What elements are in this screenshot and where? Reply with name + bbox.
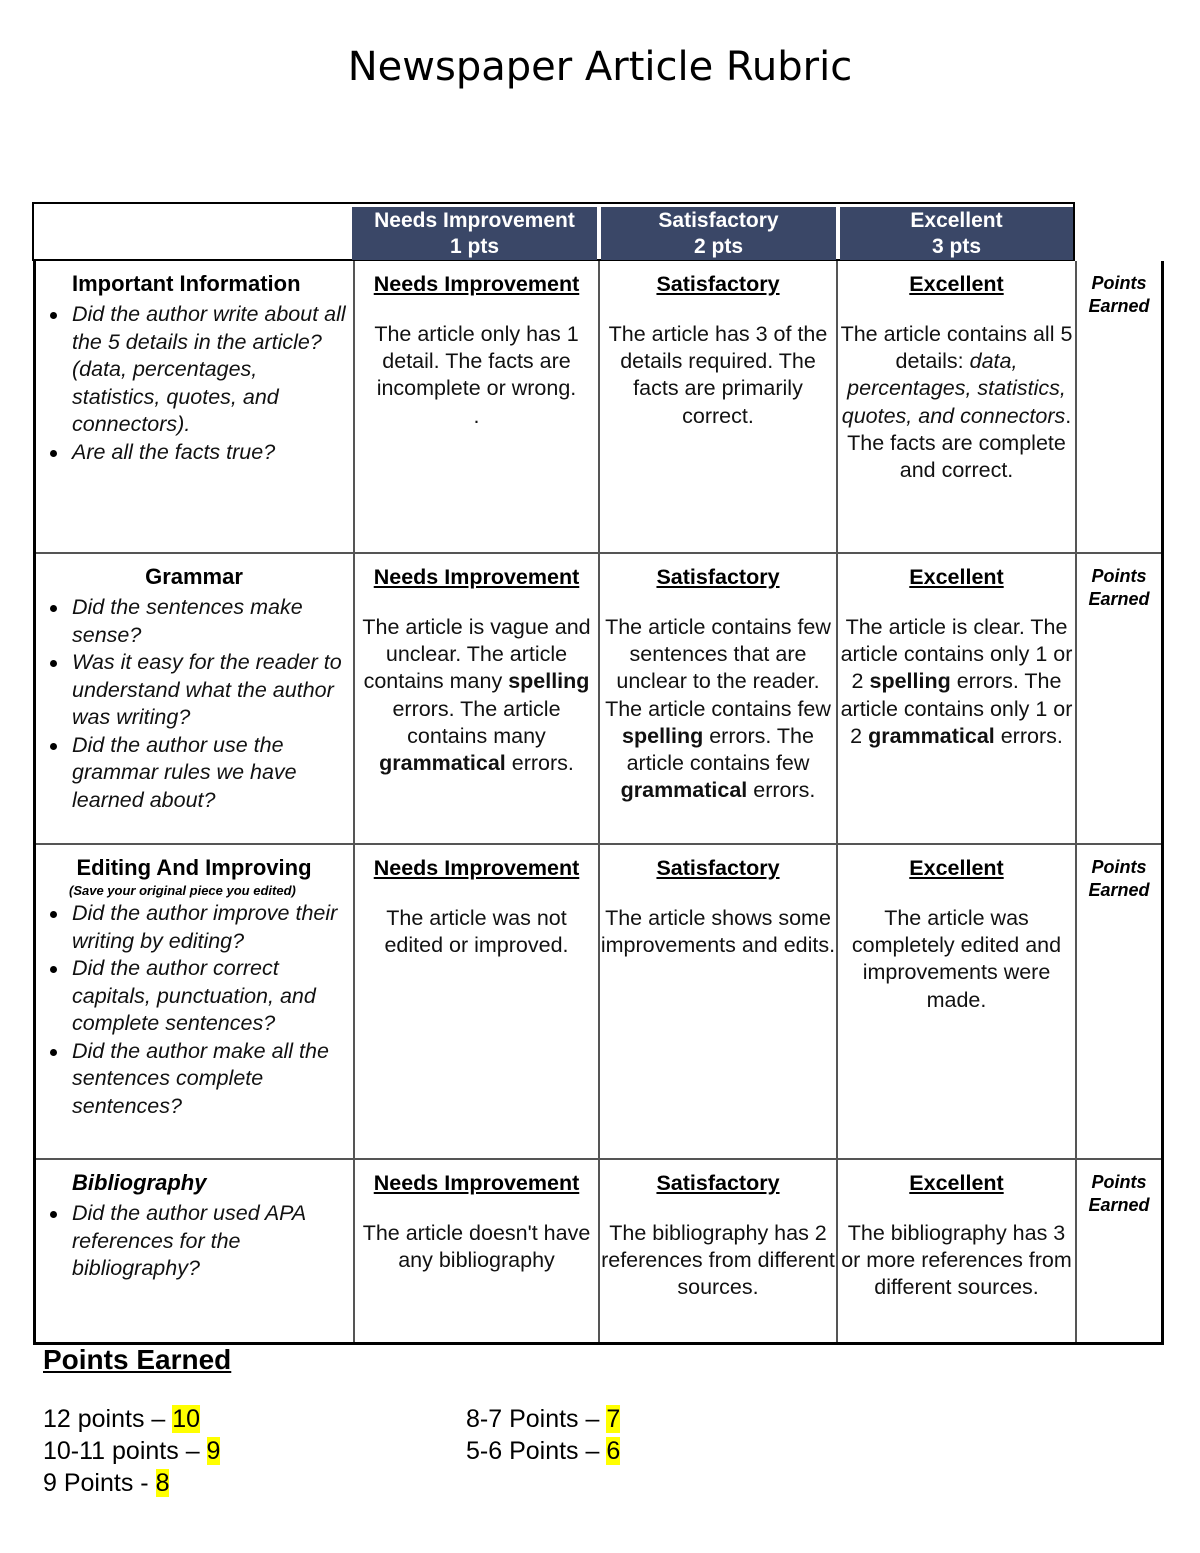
criterion-cell (36, 1160, 353, 1342)
level-heading: Satisfactory (656, 856, 780, 880)
header-label: Needs Improvement (374, 209, 575, 232)
grade-value: 7 (606, 1405, 621, 1433)
level-cell-satisfactory (600, 1160, 836, 1342)
criterion-questions (39, 301, 349, 466)
rubric-table (33, 261, 1164, 1345)
level-cell-satisfactory (600, 554, 836, 843)
level-description: The article contains all 5 details: data, percentages, statistics, quotes, and connectors. The facts are complete and correct. (840, 322, 1073, 483)
criterion-note: (Save your original piece you edited) (69, 883, 296, 898)
question-item: Did the author improve their writing by editing? (72, 900, 349, 955)
header-points: 1 pts (449, 235, 499, 258)
level-heading: Needs Improvement (373, 272, 580, 296)
question-item: Did the author make all the sentences complete sentences? (72, 1038, 349, 1121)
grade-scale-item: 9 Points - 8 (43, 1469, 170, 1497)
level-heading: Needs Improvement (373, 565, 580, 589)
question-item: Did the author used APA references for the bibliography? (72, 1200, 349, 1283)
level-heading: Needs Improvement (373, 1171, 580, 1195)
points-earned-label: Points Earned (1088, 566, 1150, 609)
header-label: Satisfactory (658, 209, 779, 232)
header-label: Excellent (910, 209, 1003, 232)
level-cell-excellent (838, 261, 1075, 552)
grade-scale-left (43, 1403, 220, 1499)
points-earned-label: Points Earned (1088, 857, 1150, 900)
points-earned-cell[interactable] (1077, 261, 1161, 552)
grade-value: 8 (155, 1469, 170, 1497)
header-needs-improvement (352, 207, 597, 260)
criterion-title: Grammar (145, 564, 243, 589)
level-heading: Excellent (909, 1171, 1004, 1195)
grade-value: 10 (172, 1405, 201, 1433)
question-item: Did the author correct capitals, punctuation, and complete sentences? (72, 955, 349, 1038)
criterion-cell (36, 845, 353, 1158)
criterion-cell (36, 554, 353, 843)
header-satisfactory (601, 207, 836, 260)
points-earned-label: Points Earned (1088, 1172, 1150, 1215)
level-description: The article is clear. The article contains only 1 or 2 spelling errors. The article contains only 1 or 2 grammatical errors. (840, 615, 1073, 748)
level-heading: Satisfactory (656, 565, 780, 589)
question-item: Did the author write about all the 5 details in the article? (data, percentages, statistics, quotes, and connectors). (72, 301, 349, 439)
header-excellent (840, 207, 1073, 260)
level-cell-needs-improvement (355, 261, 598, 552)
level-description: The article only has 1 detail. The facts are incomplete or wrong. . (374, 322, 579, 428)
points-earned-cell[interactable] (1077, 845, 1161, 1158)
level-description: The bibliography has 3 or more references from different sources. (841, 1221, 1072, 1300)
page-title: Newspaper Article Rubric (347, 44, 853, 90)
level-description: The article was not edited or improved. (384, 906, 569, 958)
level-description: The article doesn't have any bibliography (362, 1221, 591, 1273)
level-cell-excellent (838, 1160, 1075, 1342)
grade-scale-item: 10-11 points – 9 (43, 1437, 221, 1465)
level-cell-excellent (838, 845, 1075, 1158)
header-points: 2 pts (693, 235, 743, 258)
question-item: Are all the facts true? (72, 439, 349, 467)
level-description: The article is vague and unclear. The article contains many spelling errors. The article contains many grammatical errors. (362, 615, 591, 776)
level-heading: Needs Improvement (373, 856, 580, 880)
level-heading: Excellent (909, 565, 1004, 589)
question-item: Was it easy for the reader to understand what the author was writing? (72, 649, 349, 732)
criterion-questions (39, 1200, 349, 1283)
question-item: Did the author use the grammar rules we have learned about? (72, 732, 349, 815)
grade-scale-item: 12 points – 10 (43, 1405, 201, 1433)
points-earned-cell[interactable] (1077, 554, 1161, 843)
criterion-cell (36, 261, 353, 552)
level-cell-excellent (838, 554, 1075, 843)
level-description: The article has 3 of the details required. The facts are primarily correct. (608, 322, 828, 428)
criterion-title: Important Information (72, 271, 301, 296)
criterion-questions (39, 900, 349, 1120)
rubric-header-row (32, 202, 1075, 261)
criterion-title: Bibliography (72, 1170, 207, 1195)
header-points: 3 pts (931, 235, 981, 258)
grade-scale-item: 8-7 Points – 7 (466, 1405, 621, 1433)
level-heading: Satisfactory (656, 1171, 780, 1195)
level-description: The article was completely edited and improvements were made. (851, 906, 1062, 1012)
level-cell-satisfactory (600, 845, 836, 1158)
points-earned-label: Points Earned (1088, 273, 1150, 316)
level-cell-needs-improvement (355, 1160, 598, 1342)
criterion-questions (39, 594, 349, 814)
grade-value: 9 (206, 1437, 221, 1465)
grade-value: 6 (606, 1437, 621, 1465)
level-cell-satisfactory (600, 261, 836, 552)
level-description: The article contains few sentences that are unclear to the reader. The article contains few spelling errors. The article contains few grammatical errors. (605, 615, 831, 803)
level-cell-needs-improvement (355, 845, 598, 1158)
level-description: The bibliography has 2 references from different sources. (601, 1221, 835, 1300)
grade-scale-item: 5-6 Points – 6 (466, 1437, 621, 1465)
level-heading: Excellent (909, 856, 1004, 880)
level-cell-needs-improvement (355, 554, 598, 843)
question-item: Did the sentences make sense? (72, 594, 349, 649)
grade-scale-right (466, 1403, 620, 1467)
level-description: The article shows some improvements and edits. (600, 906, 836, 958)
level-heading: Satisfactory (656, 272, 780, 296)
criterion-title: Editing And Improving (76, 855, 312, 880)
points-earned-cell[interactable] (1077, 1160, 1161, 1342)
level-heading: Excellent (909, 272, 1004, 296)
points-earned-title: Points Earned (43, 1344, 232, 1375)
